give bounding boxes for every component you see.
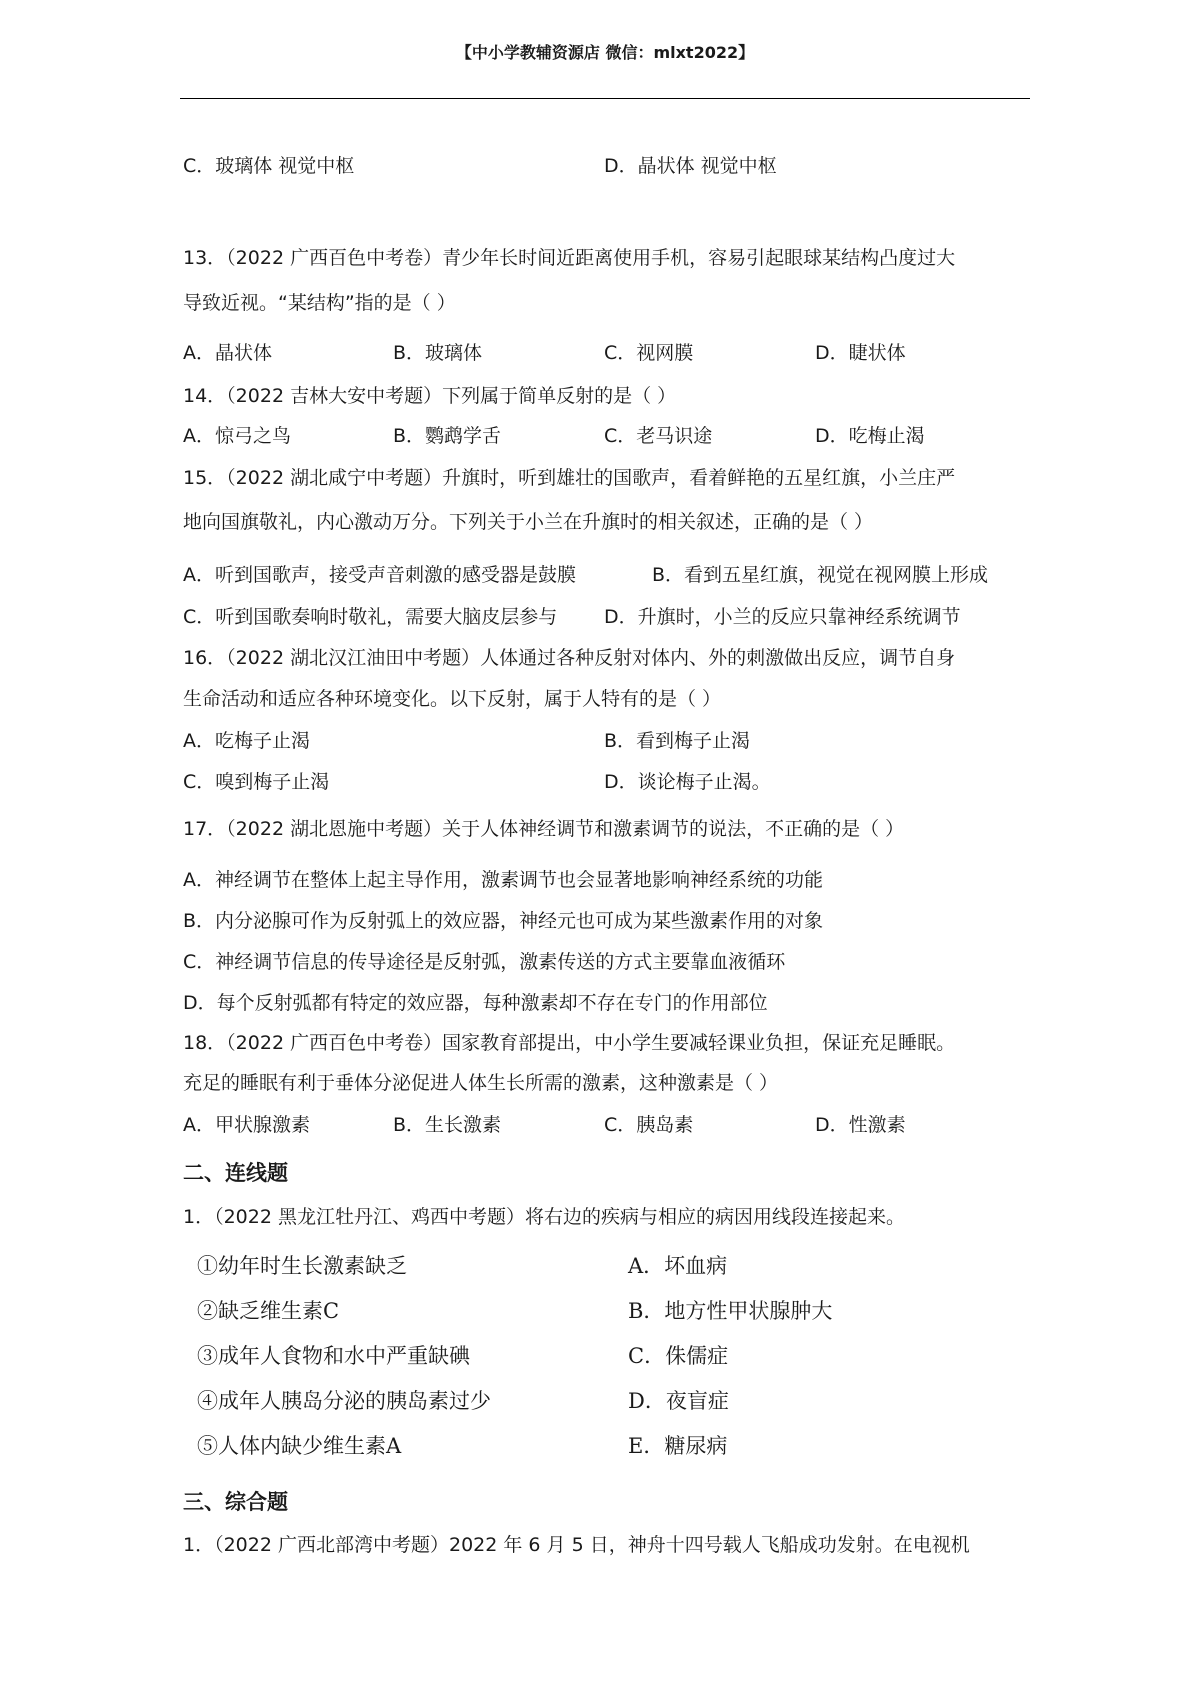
q18-option-a: A．甲状腺激素 [183, 1114, 310, 1136]
q17-option-b: B．内分泌腺可作为反射弧上的效应器，神经元也可成为某些激素作用的对象 [183, 910, 824, 932]
matching-right-item: B．地方性甲状腺肿大 [628, 1299, 833, 1323]
q14-stem: 14．（2022 吉林大安中考题）下列属于简单反射的是（ ） [183, 385, 677, 407]
page-header: 【中小学教辅资源店 微信：mlxt2022】 [455, 43, 755, 62]
q17-option-d: D．每个反射弧都有特定的效应器，每种激素却不存在专门的作用部位 [183, 992, 768, 1014]
section-title-comprehensive: 三、综合题 [183, 1490, 288, 1514]
q13-option-a: A．晶状体 [183, 342, 272, 364]
q16-option-c: C．嗅到梅子止渴 [183, 771, 330, 793]
q13-option-c: C．视网膜 [604, 342, 694, 364]
matching-right-item: A．坏血病 [628, 1254, 728, 1278]
q13-option-b: B．玻璃体 [393, 342, 483, 364]
q16-stem-line2: 生命活动和适应各种环境变化。以下反射，属于人特有的是（ ） [183, 688, 722, 710]
q14-option-c: C．老马识途 [604, 425, 713, 447]
q14-option-b: B．鹦鹉学舌 [393, 425, 502, 447]
q17-stem: 17．（2022 湖北恩施中考题）关于人体神经调节和激素调节的说法，不正确的是（ ） [183, 818, 905, 840]
q15-option-b: B．看到五星红旗，视觉在视网膜上形成 [652, 564, 989, 586]
matching-left-item: ⑤人体内缺少维生素A [197, 1434, 402, 1458]
q14-option-d: D．吃梅止渴 [815, 425, 925, 447]
q16-option-b: B．看到梅子止渴 [604, 730, 751, 752]
q12-option-c: C．玻璃体 视觉中枢 [183, 155, 355, 177]
matching-left-item: ②缺乏维生素C [197, 1299, 340, 1323]
matching-q1-stem: 1．（2022 黑龙江牡丹江、鸡西中考题）将右边的疾病与相应的病因用线段连接起来。 [183, 1206, 905, 1228]
q16-stem-line1: 16．（2022 湖北汉江油田中考题）人体通过各种反射对体内、外的刺激做出反应，调节自身 [183, 647, 956, 669]
q16-option-a: A．吃梅子止渴 [183, 730, 310, 752]
q18-option-c: C．胰岛素 [604, 1114, 694, 1136]
q14-option-a: A．惊弓之鸟 [183, 425, 291, 447]
q15-stem-line2: 地向国旗敬礼，内心激动万分。下列关于小兰在升旗时的相关叙述，正确的是（ ） [183, 511, 874, 533]
matching-left-item: ③成年人食物和水中严重缺碘 [197, 1344, 470, 1368]
q13-option-d: D．睫状体 [815, 342, 906, 364]
q16-option-d: D．谈论梅子止渴。 [604, 771, 771, 793]
q12-option-d: D．晶状体 视觉中枢 [604, 155, 777, 177]
q18-option-b: B．生长激素 [393, 1114, 502, 1136]
q15-stem-line1: 15．（2022 湖北咸宁中考题）升旗时，听到雄壮的国歌声，看着鲜艳的五星红旗，小兰庄严 [183, 467, 956, 489]
q17-option-c: C．神经调节信息的传导途径是反射弧，激素传送的方式主要靠血液循环 [183, 951, 786, 973]
q18-stem-line2: 充足的睡眠有利于垂体分泌促进人体生长所需的激素，这种激素是（ ） [183, 1072, 779, 1094]
matching-right-item: C．侏儒症 [628, 1344, 729, 1368]
q13-stem-line2: 导致近视。“某结构”指的是（ ） [183, 292, 456, 314]
header-divider [180, 98, 1030, 99]
q15-option-c: C．听到国歌奏响时敬礼，需要大脑皮层参与 [183, 606, 558, 628]
section-title-matching: 二、连线题 [183, 1161, 288, 1185]
q13-stem-line1: 13．（2022 广西百色中考卷）青少年长时间近距离使用手机，容易引起眼球某结构凸度过大 [183, 247, 956, 269]
q18-stem-line1: 18．（2022 广西百色中考卷）国家教育部提出，中小学生要减轻课业负担，保证充足睡眠。 [183, 1032, 956, 1054]
q18-option-d: D．性激素 [815, 1114, 906, 1136]
matching-left-item: ④成年人胰岛分泌的胰岛素过少 [197, 1389, 491, 1413]
q15-option-d: D．升旗时，小兰的反应只靠神经系统调节 [604, 606, 961, 628]
matching-right-item: D．夜盲症 [628, 1389, 729, 1413]
q17-option-a: A．神经调节在整体上起主导作用，激素调节也会显著地影响神经系统的功能 [183, 869, 823, 891]
matching-left-item: ①幼年时生长激素缺乏 [197, 1254, 407, 1278]
q15-option-a: A．听到国歌声，接受声音刺激的感受器是鼓膜 [183, 564, 576, 586]
matching-right-item: E．糖尿病 [628, 1434, 728, 1458]
comprehensive-q1-stem: 1．（2022 广西北部湾中考题）2022 年 6 月 5 日，神舟十四号载人飞船成功发射。在电视机 [183, 1534, 970, 1556]
